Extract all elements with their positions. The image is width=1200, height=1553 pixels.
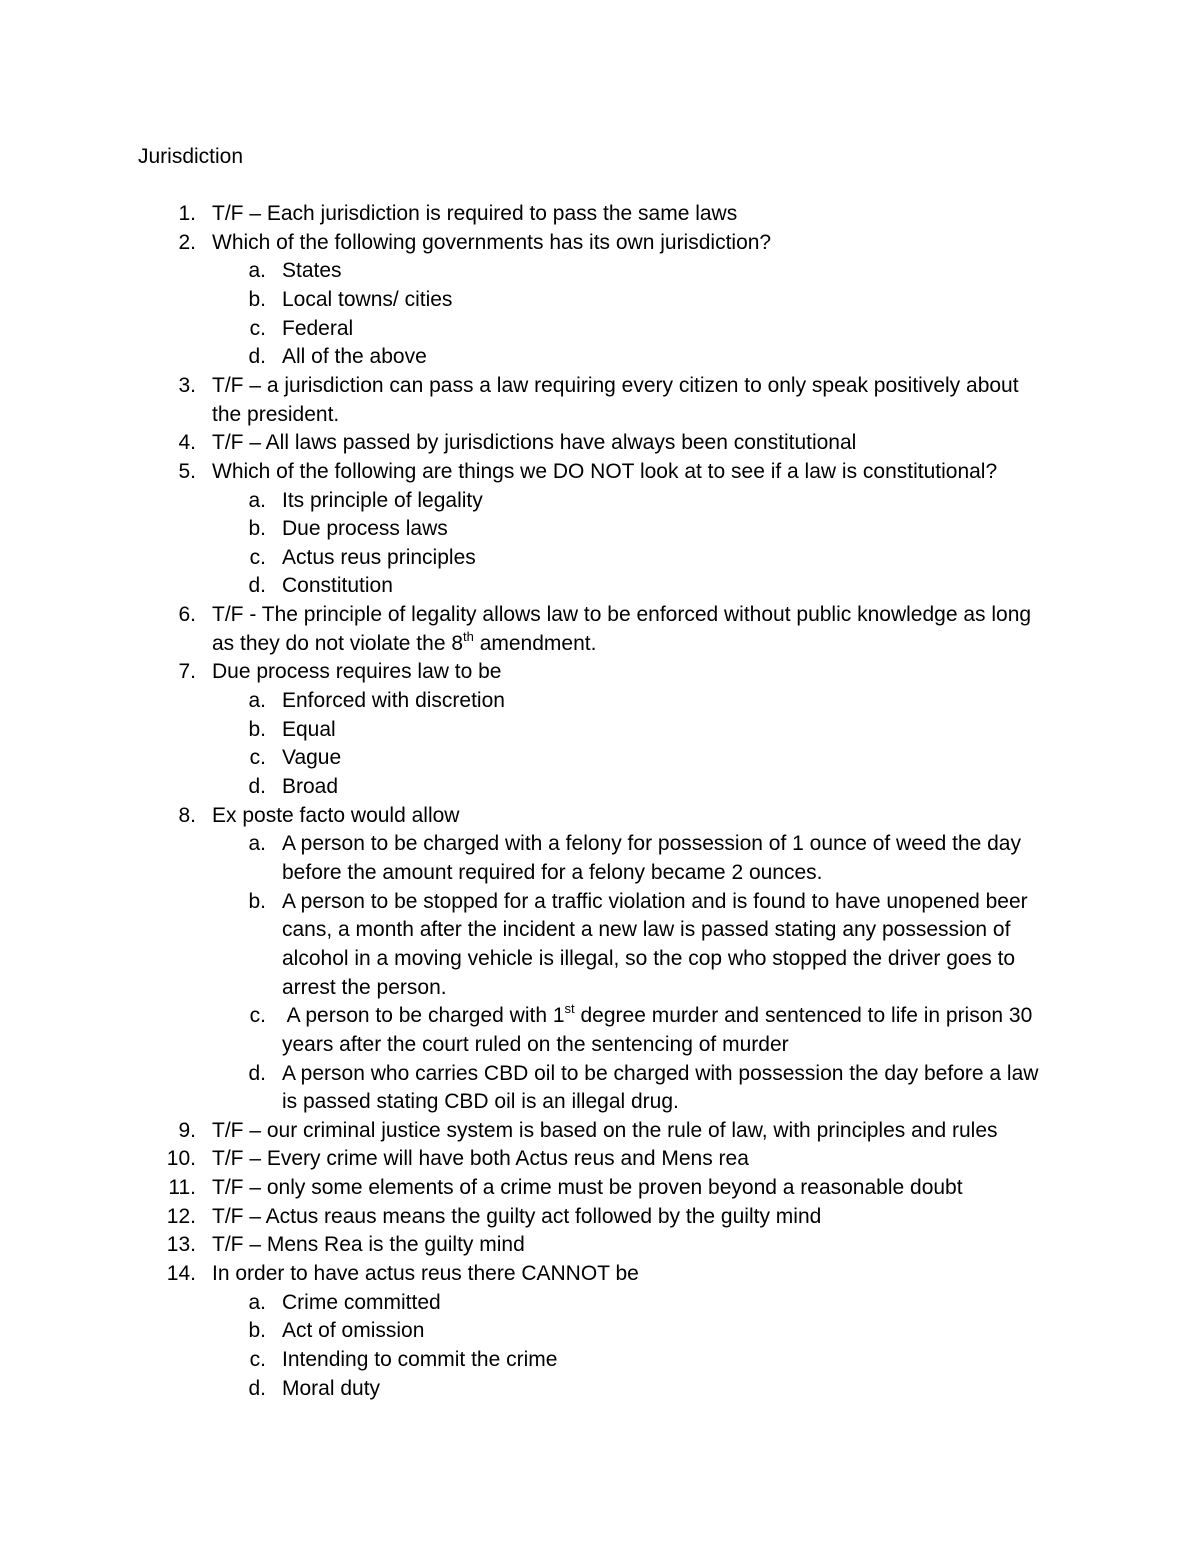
line-text: Local towns/ cities [282, 287, 453, 311]
line-text: the president. [212, 402, 340, 426]
line-text: Crime committed [282, 1290, 441, 1314]
option-text [282, 686, 505, 715]
continuation-line [0, 1087, 1200, 1116]
option-text [282, 342, 427, 371]
continuation-line [0, 915, 1200, 944]
line-text: T/F – our criminal justice system is based on the rule of law, with principles and rules [212, 1118, 998, 1142]
line-text: A person who carries CBD oil to be charged with possession the day before a law [282, 1061, 1039, 1085]
option-letter: d. [248, 1376, 266, 1400]
option-letter: b. [248, 889, 266, 913]
continuation-line [0, 629, 1200, 658]
option-text [282, 1030, 789, 1059]
question-number: 2. [178, 230, 196, 254]
question-item [0, 1116, 1200, 1145]
option-text [282, 1374, 380, 1403]
line-text: Ex poste facto would allow [212, 803, 460, 827]
question-text [212, 1230, 525, 1259]
line-text-continued: degree murder and sentenced to life in prison 30 [574, 1004, 1033, 1028]
line-text: T/F – Each jurisdiction is required to pass the same laws [212, 202, 738, 225]
question-number: 5. [178, 459, 196, 483]
option-text [282, 887, 1028, 916]
question-item [0, 457, 1200, 486]
question-text [212, 1259, 639, 1288]
option-text [282, 829, 1021, 858]
question-item [0, 371, 1200, 400]
line-text: cans, a month after the incident a new law is passed stating any possession of [282, 918, 1011, 942]
line-text: T/F – only some elements of a crime must be proven beyond a reasonable doubt [212, 1176, 963, 1200]
question-text [212, 1173, 963, 1202]
line-text: Which of the following are things we DO NOT look at to see if a law is constitutional? [212, 459, 998, 483]
line-text: A person to be stopped for a traffic violation and is found to have unopened beer [282, 889, 1028, 913]
question-text [212, 428, 856, 457]
answer-option [0, 1001, 1200, 1030]
ordinal-superscript: st [564, 1001, 575, 1017]
question-number: 9. [178, 1118, 196, 1142]
line-text: Broad [282, 775, 339, 798]
question-item [0, 1173, 1200, 1202]
line-text: Due process requires law to be [212, 660, 502, 684]
option-letter: b. [248, 1319, 266, 1343]
question-item [0, 199, 1200, 228]
line-text: is passed stating CBD oil is an illegal drug. [282, 1090, 679, 1114]
option-text [282, 514, 448, 543]
question-number: 8. [178, 803, 196, 827]
option-letter: b. [248, 287, 266, 311]
question-item [0, 1144, 1200, 1173]
option-letter: b. [248, 517, 266, 541]
option-text [282, 1001, 1032, 1032]
question-item [0, 428, 1200, 457]
option-letter: c. [249, 1004, 266, 1028]
line-text: Moral duty [282, 1376, 381, 1400]
line-text: before the amount required for a felony became 2 ounces. [282, 860, 823, 884]
line-text: years after the court ruled on the sentencing of murder [282, 1032, 789, 1056]
line-text: Constitution [282, 574, 393, 598]
continuation-line [0, 858, 1200, 887]
question-item [0, 657, 1200, 686]
option-text [282, 1059, 1038, 1088]
answer-option [0, 314, 1200, 343]
question-number: 6. [178, 603, 196, 627]
question-text [212, 801, 459, 830]
question-number: 4. [178, 431, 196, 455]
question-text [212, 199, 737, 228]
option-letter: a. [248, 259, 266, 283]
question-number: 1. [178, 202, 196, 225]
question-text [212, 600, 1031, 629]
line-text: States [282, 259, 342, 283]
line-text: T/F – Actus reaus means the guilty act followed by the guilty mind [212, 1204, 822, 1228]
line-text: Act of omission [282, 1319, 425, 1343]
option-text [282, 1087, 679, 1116]
answer-option [0, 514, 1200, 543]
option-text [282, 1345, 557, 1374]
option-text [282, 772, 338, 801]
continuation-line [0, 944, 1200, 973]
option-letter: a. [248, 832, 266, 856]
option-letter: d. [248, 1061, 266, 1085]
option-letter: a. [248, 689, 266, 713]
line-text: arrest the person. [282, 975, 447, 999]
question-text [212, 371, 1019, 400]
continuation-line [0, 400, 1200, 429]
line-text: Federal [282, 316, 354, 340]
answer-option [0, 743, 1200, 772]
option-text [282, 486, 483, 515]
question-number: 3. [178, 373, 196, 397]
question-text [212, 400, 339, 429]
line-text: Equal [282, 717, 336, 741]
option-letter: c. [249, 746, 266, 770]
question-text [212, 1116, 998, 1145]
option-letter: c. [249, 316, 266, 340]
question-text [212, 629, 596, 660]
option-text [282, 715, 336, 744]
line-text: Which of the following governments has its own jurisdiction? [212, 230, 772, 254]
answer-option [0, 342, 1200, 371]
option-text [282, 1316, 424, 1345]
option-letter: c. [249, 1348, 266, 1371]
answer-option [0, 772, 1200, 801]
line-text: T/F – Mens Rea is the guilty mind [212, 1233, 525, 1257]
option-text [282, 285, 452, 314]
answer-option [0, 285, 1200, 314]
option-text [282, 973, 447, 1002]
answer-option [0, 829, 1200, 858]
continuation-line [0, 973, 1200, 1002]
question-number: 7. [178, 660, 196, 684]
line-text: Due process laws [282, 517, 448, 541]
ordinal-superscript: th [463, 628, 474, 644]
line-text: All of the above [282, 345, 427, 369]
line-text: Enforced with discretion [282, 689, 505, 713]
line-text: T/F - The principle of legality allows law to be enforced without public knowledge as long [212, 603, 1032, 627]
line-text: Actus reus principles [282, 545, 476, 569]
answer-option [0, 1316, 1200, 1345]
question-number: 14. [166, 1262, 196, 1286]
continuation-line [0, 1030, 1200, 1059]
answer-option [0, 543, 1200, 572]
question-number: 10. [166, 1147, 196, 1171]
line-text: A person to be charged with 1 [282, 1004, 565, 1028]
question-item [0, 801, 1200, 830]
answer-option [0, 1288, 1200, 1317]
question-item [0, 228, 1200, 257]
question-text [212, 228, 771, 257]
answer-option [0, 1374, 1200, 1403]
option-text [282, 915, 1010, 944]
line-text: Its principle of legality [282, 488, 483, 512]
document-title: Jurisdiction [138, 145, 244, 168]
question-text [212, 1202, 821, 1231]
question-number: 12. [166, 1204, 196, 1228]
option-letter: a. [248, 1290, 266, 1314]
line-text: as they do not violate the 8 [212, 631, 464, 655]
option-letter: c. [249, 545, 266, 569]
question-item [0, 1259, 1200, 1288]
question-text [212, 1144, 749, 1173]
answer-option [0, 1345, 1200, 1374]
answer-option [0, 715, 1200, 744]
line-text-continued: amendment. [473, 631, 597, 655]
option-text [282, 944, 1015, 973]
answer-option [0, 887, 1200, 916]
option-letter: d. [248, 574, 266, 598]
line-text: T/F – All laws passed by jurisdictions have always been constitutional [212, 431, 857, 455]
answer-option [0, 256, 1200, 285]
question-text [212, 657, 501, 686]
option-text [282, 571, 393, 600]
option-letter: d. [248, 345, 266, 369]
line-text: T/F – a jurisdiction can pass a law requiring every citizen to only speak positively about [212, 373, 1019, 397]
option-text [282, 743, 341, 772]
line-text: In order to have actus reus there CANNOT be [212, 1262, 639, 1286]
question-item [0, 1202, 1200, 1231]
line-text: Intending to commit the crime [282, 1348, 558, 1371]
answer-option [0, 686, 1200, 715]
question-item [0, 1230, 1200, 1259]
question-number: 11. [168, 1176, 196, 1200]
option-letter: d. [248, 775, 266, 798]
option-letter: b. [248, 717, 266, 741]
question-number: 13. [166, 1233, 196, 1257]
option-text [282, 256, 342, 285]
option-text [282, 1288, 441, 1317]
question-item [0, 600, 1200, 629]
answer-option [0, 1059, 1200, 1088]
answer-option [0, 486, 1200, 515]
option-text [282, 314, 353, 343]
line-text: T/F – Every crime will have both Actus reus and Mens rea [212, 1147, 749, 1171]
line-text: A person to be charged with a felony for possession of 1 ounce of weed the day [282, 832, 1021, 856]
option-text [282, 543, 476, 572]
line-text: alcohol in a moving vehicle is illegal, so the cop who stopped the driver goes to [282, 946, 1016, 970]
answer-option [0, 571, 1200, 600]
option-text [282, 858, 823, 887]
question-text [212, 457, 997, 486]
option-letter: a. [248, 488, 266, 512]
line-text: Vague [282, 746, 342, 770]
